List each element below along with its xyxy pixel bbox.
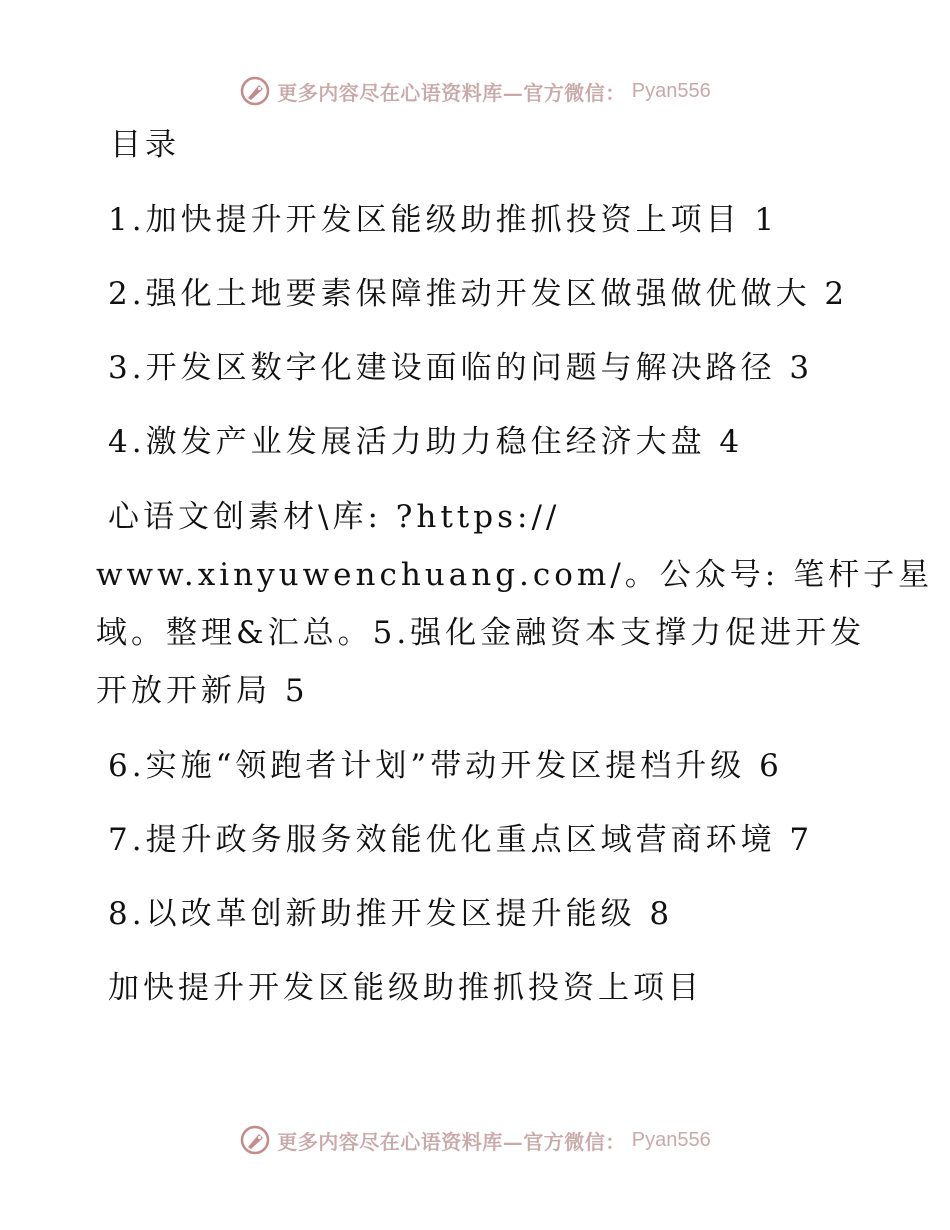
toc-paragraph-line: www.xinyuwenchuang.com/。公众号: 笔杆子星 [96,557,934,593]
toc-item: 1.加快提升开发区能级助推抓投资上项目 1 [108,202,779,238]
toc-item: 8.以改革创新助推开发区提升能级 8 [108,896,674,932]
footer-banner-id: Pyan556 [631,1128,711,1151]
toc-paragraph-line: 域。整理&汇总。5.强化金融资本支撑力促进开发 [96,615,866,651]
toc-title: 目录 [110,127,180,163]
footer-banner-text: 更多内容尽在心语资料库—官方微信： [277,1129,626,1154]
toc-item: 2.强化土地要素保障推动开发区做强做优做大 2 [108,276,849,312]
section-heading: 加快提升开发区能级助推抓投资上项目 [108,970,703,1006]
footer-watermark-banner [0,1120,950,1160]
toc-paragraph-line: 心语文创素材\库: ?https:// [108,499,561,535]
toc-item: 4.激发产业发展活力助力稳住经济大盘 4 [108,424,744,460]
header-watermark-banner [0,71,950,111]
pen-nib-logo-icon [239,1124,271,1156]
header-banner-id: Pyan556 [631,79,711,102]
toc-item: 7.提升政务服务效能优化重点区域营商环境 7 [108,822,814,858]
pen-nib-logo-icon [239,75,271,107]
toc-item: 6.实施“领跑者计划”带动开发区提档升级 6 [108,748,783,784]
header-banner-text: 更多内容尽在心语资料库—官方微信： [277,80,626,105]
toc-item: 3.开发区数字化建设面临的问题与解决路径 3 [108,350,814,386]
toc-paragraph-line: 开放开新局 5 [96,673,309,709]
